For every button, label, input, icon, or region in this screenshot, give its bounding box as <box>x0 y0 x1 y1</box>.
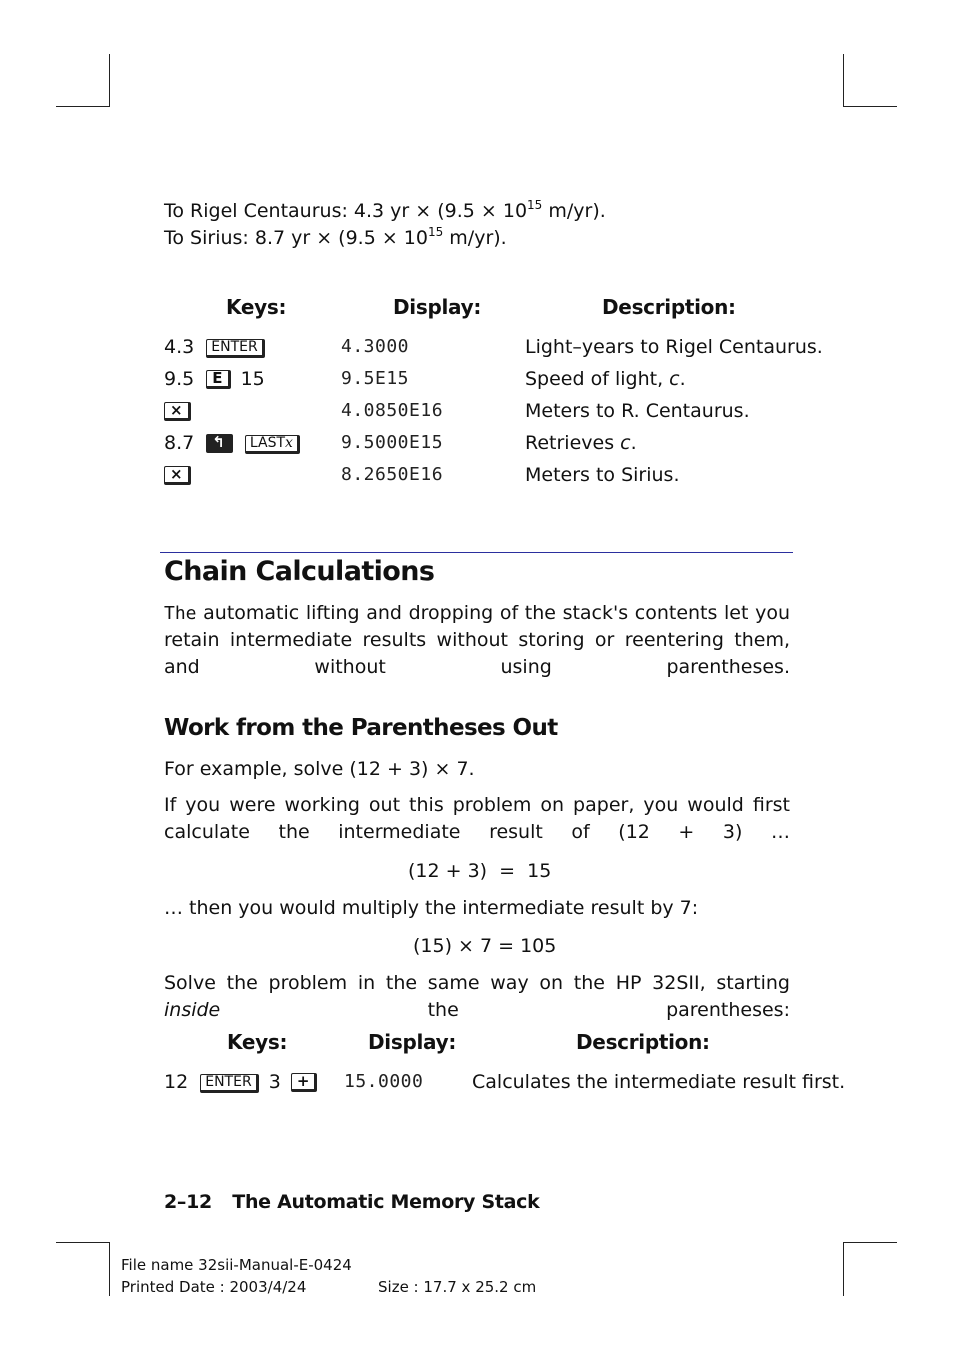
description-text: Light–years to Rigel Centaurus. <box>525 336 823 358</box>
exponent-key: E <box>206 370 230 389</box>
solve-paragraph-tail: the parentheses: <box>220 999 790 1021</box>
intro-line-rigel-text: To Rigel Centaurus: 4.3 yr × (9.5 × 10 <box>164 200 528 222</box>
description-tail: . <box>679 368 686 390</box>
table-row-keys <box>164 431 300 455</box>
table1-header-display: Display: <box>393 295 482 319</box>
table2-header-description: Description: <box>576 1030 710 1054</box>
section-title: Chain Calculations <box>164 556 435 587</box>
intro-line-sirius <box>164 226 507 250</box>
table-row-description <box>525 335 823 359</box>
table-row-keys <box>164 399 191 423</box>
shift-key-icon: ↰ <box>206 434 233 453</box>
table-row-display: 4.3000 <box>341 336 410 357</box>
last-x-key <box>245 435 300 454</box>
equation-final: (15) × 7 = 105 <box>413 935 557 957</box>
description-tail: . <box>630 432 637 454</box>
table-row-description <box>525 463 680 487</box>
crop-mark-top-right-v <box>843 54 844 107</box>
file-name: File name 32sii-Manual-E-0424 <box>121 1256 352 1274</box>
section-paragraph-text: automatic lifting and dropping of the stack's contents let you retain intermediate results without storing or reentering them, and without using parentheses. <box>164 602 790 678</box>
table2-header-keys: Keys: <box>227 1030 288 1054</box>
table-row-description: Calculates the intermediate result first. <box>472 1071 846 1093</box>
table-row-display: 9.5E15 <box>341 368 410 389</box>
crop-mark-top-left-h <box>56 106 110 107</box>
table-row-keys <box>164 1070 317 1094</box>
multiply-key: × <box>164 466 191 485</box>
table-row-description <box>525 399 750 423</box>
table-row-description <box>525 367 686 391</box>
crop-mark-bottom-left-h <box>56 1242 110 1243</box>
key-entry-value: 8.7 <box>164 432 195 454</box>
solve-paragraph-text: Solve the problem in the same way on the HP 32SII, starting <box>164 972 790 994</box>
description-emphasis: c <box>620 432 631 454</box>
crop-mark-top-left-v <box>109 54 110 107</box>
table-row-keys <box>164 367 265 391</box>
enter-key: ENTER <box>200 1074 258 1093</box>
table1-header-description: Description: <box>602 295 736 319</box>
solve-paragraph-emphasis: inside <box>164 999 221 1021</box>
table-row-display: 4.0850E16 <box>341 400 444 421</box>
table-row-display: 8.2650E16 <box>341 464 444 485</box>
exponent: 15 <box>427 225 444 239</box>
intro-line-rigel <box>164 199 606 223</box>
subsection-title: Work from the Parentheses Out <box>164 715 558 741</box>
table-row-display: 15.0000 <box>344 1071 424 1092</box>
then-text: … then you would multiply the intermediate result by 7: <box>164 897 699 919</box>
enter-key: ENTER <box>206 339 264 358</box>
last-x-key-label: LAST <box>249 435 286 451</box>
multiply-key: × <box>164 402 191 421</box>
plus-key: + <box>291 1073 318 1092</box>
table1-header-keys: Keys: <box>226 295 287 319</box>
page-number: 2–12 <box>164 1191 212 1213</box>
table-row-keys <box>164 335 265 359</box>
key-entry-value: 12 <box>164 1071 189 1093</box>
page-size: Size : 17.7 x 25.2 cm <box>378 1278 537 1296</box>
page-footer <box>164 1190 539 1214</box>
table-row-display: 9.5000E15 <box>341 432 444 453</box>
table2-header-display: Display: <box>368 1030 457 1054</box>
description-text: Retrieves <box>525 432 621 454</box>
intro-line-rigel-unit: m/yr). <box>542 200 606 222</box>
crop-mark-top-right-h <box>843 106 897 107</box>
intro-line-sirius-unit: m/yr). <box>443 227 507 249</box>
last-x-key-variable: x <box>285 435 293 451</box>
printed-date: Printed Date : 2003/4/24 <box>121 1278 307 1296</box>
crop-mark-bottom-left-v <box>109 1242 110 1296</box>
description-text: Speed of light, <box>525 368 670 390</box>
exponent: 15 <box>527 198 543 212</box>
crop-mark-bottom-right-h <box>843 1242 897 1243</box>
description-emphasis: c <box>669 368 680 390</box>
section-paragraph-first-word: The <box>164 603 197 624</box>
key-entry-value: 4.3 <box>164 336 195 358</box>
table-row-keys <box>164 463 191 487</box>
description-text: Meters to Sirius. <box>525 464 680 486</box>
section-rule <box>160 552 793 553</box>
equation-intermediate: (12 + 3) = 15 <box>408 860 552 882</box>
key-entry-value: 3 <box>268 1071 281 1093</box>
chapter-title: The Automatic Memory Stack <box>232 1191 540 1213</box>
section-paragraph <box>164 600 790 708</box>
intro-line-sirius-text: To Sirius: 8.7 yr × (9.5 × 10 <box>164 227 428 249</box>
key-entry-value: 9.5 <box>164 368 195 390</box>
paper-paragraph: If you were working out this problem on paper, you would first calculate the intermediate result of (12 + 3) … <box>164 794 790 843</box>
crop-mark-bottom-right-v <box>843 1242 844 1296</box>
key-entry-value: 15 <box>240 368 265 390</box>
description-text: Meters to R. Centaurus. <box>525 400 750 422</box>
example-text: For example, solve (12 + 3) × 7. <box>164 758 475 780</box>
table-row-description <box>525 431 637 455</box>
